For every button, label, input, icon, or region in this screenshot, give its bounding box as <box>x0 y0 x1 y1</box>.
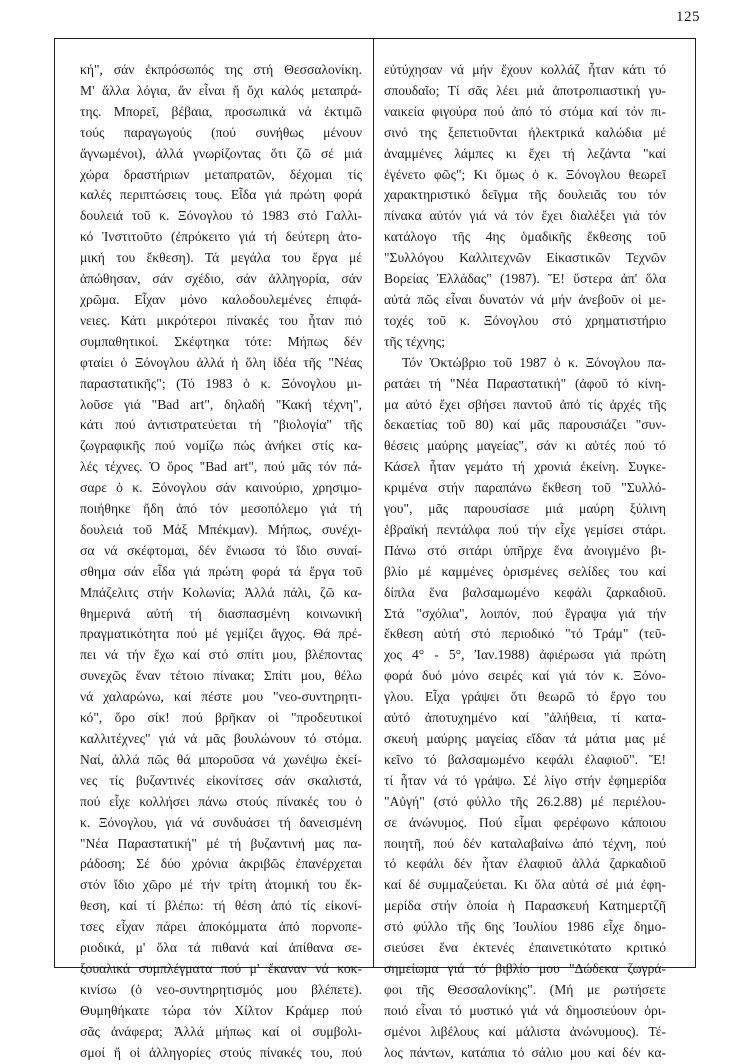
text-line: μική του ἔκθεση). Τά μεγάλα του ἔργα μέ <box>80 250 362 266</box>
text-line: στό φύλλο τῆς 6ης Ἰουλίου 1986 εἶχε δημο- <box>384 919 666 935</box>
text-line: θεση, καί τί βλέπω: τή θέση ἀπό τίς εἰκονί- <box>80 898 362 914</box>
text-line: χρῶμα. Εἶχαν μόνο καλοδουλεμένες ἐπιφά- <box>80 291 362 307</box>
text-line: ζωγραφικῆς πού νομίζω πώς ἀνήκει στίς κα- <box>80 438 362 454</box>
text-line: κό", ὅρο σίκ! πού βρῆκαν οἱ "προδευτικοί <box>80 710 362 726</box>
text-line: μερίδα στήν ὁποία ἡ Παρασκευή Κατημερτζῆ <box>384 898 666 914</box>
text-line: πού εἶχε κολλήσει πάνω στούς πίνακές του ὁ <box>80 793 362 809</box>
text-line: σᾶς ἀνάφερα; Ἀλλά μήπως καί οἱ συμβολι- <box>80 1023 362 1039</box>
text-line: χώρα δραστήριων μεταπρατῶν, δέχομαι τίς <box>80 166 362 182</box>
text-line: γλου. Εἶχα γράψει ὅτι θεωρῶ τό ἔργο του <box>384 689 666 705</box>
text-line: ποιό εἶναι τό μυστικό γιά νά δημοσιεύουν ὁρι- <box>384 1002 666 1018</box>
text-line: κριμένα στήν παραπάνω ἔκθεση τοῦ "Συλλό- <box>384 480 666 496</box>
text-line: Θυμηθήκατε τώρα τόν Χίλτον Κράμερ πού <box>80 1002 362 1018</box>
text-line: ρατάει τή "Νέα Παραστατική" (ἀφοῦ τό κίνη- <box>384 375 666 391</box>
text-line: δουλειά τοῦ κ. Ξόνογλου τό 1983 στό Γαλλι- <box>80 208 362 224</box>
text-line: σκευή μαύρης μαγείας εἴδαν τά μάτια μας μέ <box>384 731 666 746</box>
text-line: ἑβραϊκή πεντάλφα πού τήν εἶχε γεμίσει στάρι. <box>384 521 666 537</box>
text-line: βλίο μέ καμμένες ὁρισμένες σελίδες του καί <box>384 563 666 579</box>
column-divider <box>373 38 374 968</box>
text-line: κ. Ξόνογλου, γιά νά συνδυάσει τή δανεισμένη <box>80 814 362 830</box>
text-line: Ναί, ἀλλά πῶς θά μποροῦσα νά χωνέψω ἐκεί- <box>80 751 362 767</box>
text-line: ράδοση; Σέ δύο χρόνια ἀκριβῶς ἐπανέρχεται <box>80 856 362 872</box>
text-line: κεῖνο τό βαλσαμωμένο κεφάλι ἐλαφιοῦ". Ἔ! <box>384 751 666 767</box>
text-line: ποιητῆ, πού δέν καταλαβαίνω ἀπό τέχνη, πού <box>384 835 666 851</box>
text-line: κή", σάν ἐκπρόσωπός της στή Θεσσαλονίκη. <box>80 62 362 77</box>
text-line: σε ἀνώνυμος. Πού εἶμαι φερέφωνο κάποιου <box>384 814 666 830</box>
text-line: τούς παραγωγούς (πού συνήθως μένουν <box>80 124 362 140</box>
text-line: λος πάντων, κατάπια τό σάλιο μου καί δέν κα- <box>384 1044 666 1060</box>
text-line: καλλιτέχνες" γιά νά μᾶς βουλώνουν τό στόμα. <box>80 731 362 746</box>
text-line: σμοί ἤ οἱ ἀλληγορίες στούς πίνακές του, πού <box>80 1044 362 1060</box>
text-line: Τόν Ὀκτώβριο τοῦ 1987 ὁ κ. Ξόνογλου πα- <box>402 354 666 370</box>
text-line: Κάσελ ἦταν γεμάτο τή χρονιά ἐκείνη. Συγκε- <box>384 459 666 475</box>
text-line: λοῦσε γιά "Bad art", δηλαδή "Κακή τέχνη", <box>80 396 362 412</box>
text-line: σημείωμα γιά τό βιβλίο μου "Δώδεκα ζωγρά- <box>384 960 666 976</box>
text-line: σιεύσει ἕνα ἐκτενές ἐπαινετικότατο κριτικό <box>384 940 666 956</box>
text-line: Βορείας Ἑλλάδας" (1987). Ἔ! ὕστερα ἀπ' ὅλα <box>384 271 666 287</box>
text-line: παραστατικῆς"; (Τό 1983 ὁ κ. Ξόνογλου μι- <box>80 375 362 391</box>
text-line: κό Ἰνστιτοῦτο (ἐπρόκειτο γιά τή δεύτερη ἀτο- <box>80 229 362 245</box>
text-line: πει νά τήν ἔχω καί στό σπίτι μου, βλέποντας <box>80 647 362 663</box>
text-line: ναικεία φιγούρα πού ἀπό τό στόμα καί τόν πι- <box>384 103 666 119</box>
text-line: συνεχῶς ἕναν τέτοιο πίνακα; Σπίτι μου, θέλω <box>80 668 362 684</box>
text-line: ἀπώθησαν, σάν σχέδιο, σάν ἀλληγορία, σάν <box>80 271 362 287</box>
text-line: σινό της ξεπετιοῦνται ἠλεκτρικά καλώδια μέ <box>384 124 666 140</box>
text-line: θέσεις μαύρης μαγείας", σάν κι αὐτές πού τό <box>384 438 666 454</box>
text-line: "Νέα Παραστατική" μέ τή βυζαντινή μας πα- <box>80 835 362 851</box>
text-line: Στά "σχόλια", λοιπόν, πού ἔγραψα γιά τήν <box>384 605 666 621</box>
text-line: Μπάζελιτς στήν Κολωνία; Ἀλλά πάλι, ζῶ κα- <box>80 584 362 600</box>
text-line: θημερινά αὐτή τή διασπασμένη κοινωνική <box>80 605 362 621</box>
text-line: καλές περιπτώσεις τους. Εἶδα γιά πρώτη φορά <box>80 187 362 203</box>
text-line: λές τέχνες. Ὁ ὅρος "Bad art", πού μᾶς τόν πά- <box>80 459 362 475</box>
text-line: της. Μπορεῖ, βέβαια, προσωπικά νά ἐκτιμῶ <box>80 103 362 119</box>
text-line: φταίει ὁ Ξόνογλου ἀλλά ἡ ὅλη ἰδέα τῆς "Νέας <box>80 354 362 370</box>
text-line: μα αὐτό ἔχει σβήσει παντοῦ ἀπό τίς ἀρχές τῆς <box>384 396 666 412</box>
text-line: "Συλλόγου Καλλιτεχνῶν Εἰκαστικῶν Τεχνῶν <box>384 250 666 266</box>
text-line: σμένοι λιβέλους καί μάλιστα ἀνώνυμους). Τέ- <box>384 1023 666 1039</box>
text-line: πραγματικότητα πού μέ γεμίζει ἄγχος. Θά πρέ- <box>80 626 362 642</box>
right-column <box>384 60 666 1064</box>
left-column <box>80 60 362 1064</box>
text-line: δεκαετίας τοῦ 80) καί μᾶς παρουσιάζει "συν- <box>384 417 666 433</box>
text-line: τί ἦταν νά τό γράψω. Σέ λίγο στήν ἐφημερίδα <box>384 772 666 788</box>
text-line: κάτι πού ἀντιστρατεύεται τή "βιολογία" τῆς <box>80 417 362 433</box>
text-line: Μ' ἄλλα λόγια, ἄν εἶναι ἤ ὄχι καλός μεταπρά- <box>80 82 362 98</box>
text-line: ριοδικά, μ' ὅλα τά πιθανά καί ἀπίθανα σε- <box>80 940 362 956</box>
text-line: δίπλα ἕνα βαλσαμωμένο κεφάλι ζαρκαδιοῦ. <box>384 584 666 600</box>
text-line: σθημα σάν εἶδα γιά πρώτη φορά τά ἔργα τοῦ <box>80 563 362 579</box>
text-line: τό κεφάλι δέν ἦταν ἐλαφιοῦ ἀλλά ζαρκαδιοῦ <box>384 856 666 872</box>
text-line: "Αὐγή" (στό φύλλο τῆς 26.2.88) μέ περιέλου- <box>384 793 666 809</box>
text-line: συμπαθητικοί. Σκέφτηκα τότε: Μήπως δέν <box>80 333 362 349</box>
text-line: ἄγνωμένοι), ἀλλά γνωρίζοντας ὅτι ζῶ σέ μιά <box>80 145 362 161</box>
text-line: φοι τῆς Θεσσαλονίκης". (Μή με ρωτήσετε <box>384 981 666 997</box>
text-line: εὐτύχησαν νά μήν ἔχουν κολλάζ ἦταν κάτι τό <box>384 62 666 77</box>
text-line: τῆς τέχνης; <box>384 333 445 349</box>
text-line: τοχές τοῦ κ. Ξόνογλου στό χρηματιστήριο <box>384 312 666 328</box>
text-line: χος 4° - 5°, Ἰαν.1988) ἀφιέρωσα γιά πρώτη <box>384 647 666 663</box>
text-line: δουλειά τοῦ Μάξ Μπέκμαν). Μήπως, συνέχι- <box>80 521 362 537</box>
text-line: νες τίς βυζαντινές εἰκονίτσες σάν σκαλιστά, <box>80 772 362 788</box>
text-line: τσες εἶχαν πάρει ἀποκόμματα ἀπό πορνοπε- <box>80 919 362 935</box>
text-line: ξουαλικά συμπλέγματα πού μ' ἔκαναν νά κοκ- <box>80 960 362 976</box>
text-line: ἐγένετο φῶς"; Κι ὅμως ὁ κ. Ξόνογλου θεωρεῖ <box>384 166 666 182</box>
text-line: κινίσω (ὁ νεο-συντηρητισμός μου βλέπετε). <box>80 981 362 997</box>
text-line: Πάνω στό σιτάρι ὑπῆρχε ἕνα ἀνοιγμένο βι- <box>384 542 666 558</box>
text-line: σπουδαῖο; Τί σᾶς λέει μιά ἀποτροπιαστική γυ- <box>384 82 666 98</box>
text-line: φορά δυό μόνο σειρές καί γιά τόν κ. Ξόνο- <box>384 668 666 684</box>
text-line: αὐτά πῶς εἶναι δυνατόν νά μήν ἀνεβοῦν οἱ με- <box>384 291 666 307</box>
text-line: χαρακτηριστικό δεῖγμα τῆς δουλειᾶς του τόν <box>384 187 666 203</box>
text-line: σα νά σκέφτομαι, δέν ἔνιωσα τό ἴδιο συναί- <box>80 542 362 558</box>
text-line: γου", μᾶς παρουσίασε μιά μαύρη ξύλινη <box>384 501 666 517</box>
text-line: ἔκθεση αὐτή στό περιοδικό "τό Τράμ" (τεῦ- <box>384 626 666 642</box>
page-number: 125 <box>676 9 700 25</box>
text-line: ἀναμμένες λάμπες κι ἔχει τή λεζάντα "καί <box>384 145 666 161</box>
text-line: κατάλογο τῆς 4ης ὁμαδικῆς ἔκθεσης τοῦ <box>384 229 666 245</box>
text-line: στόν ἴδιο χῶρο μέ τήν τρίτη ἀτομική του ἔκ- <box>80 877 362 893</box>
text-line: νειες. Κάτι μικρότεροι πίνακές του ἦταν πιό <box>80 312 362 328</box>
text-line: ποιήθηκε ἤδη ἀπό τόν μεσοπόλεμο γιά τή <box>80 501 362 517</box>
text-line: αὐτό ἀποτυχημένο καί "ἀλήθεια, τί κατα- <box>384 710 666 726</box>
text-line: πίνακα αὐτόν γιά νά τόν ἔχει διαλέξει γιά τόν <box>384 208 666 224</box>
text-line: νά χαλαρώνω, καί πέστε μου "νεο-συντηρητι- <box>80 689 362 705</box>
text-line: σαρε ὁ κ. Ξόνογλου σάν καινούριο, χρησιμο- <box>80 480 362 496</box>
text-line: καί δέ συμμαζεύεται. Κι ὅλα αὐτά σέ μιά ἐφη- <box>384 877 666 893</box>
